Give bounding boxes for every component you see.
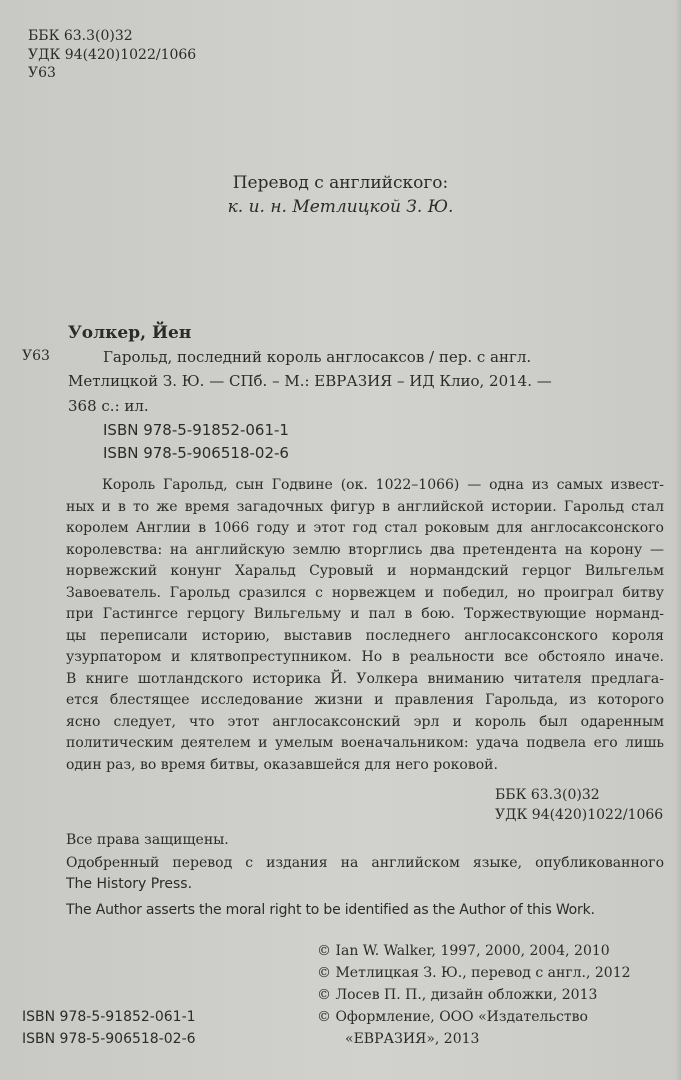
annotation-line: ется блестящее исследование жизни и правления Гарольда, из которого bbox=[66, 692, 664, 708]
isbn-bottom-1: ISBN 978-5-91852-061-1 bbox=[22, 1009, 196, 1025]
annotation-line: узурпатором и клятвопреступником. Но в реальности все обстояло иначе. bbox=[66, 649, 664, 665]
copyright-line: © Метлицкая З. Ю., перевод с англ., 2012 bbox=[317, 965, 631, 981]
author-heading: Уолкер, Йен bbox=[68, 323, 192, 343]
udk-code: УДК 94(420)1022/1066 bbox=[28, 47, 197, 63]
annotation-line: при Гастингсе герцогу Вильгельму и пал в бою. Торжествующие норманд- bbox=[66, 606, 664, 622]
bbk-code-repeat: ББК 63.3(0)32 bbox=[495, 787, 600, 803]
catalog-publisher-line: Метлицкой З. Ю. — СПб. – М.: ЕВРАЗИЯ – ИД Клио, 2014. — bbox=[68, 372, 552, 390]
copyright-line: © Ian W. Walker, 1997, 2000, 2004, 2010 bbox=[317, 943, 610, 959]
copyright-line: © Лосев П. П., дизайн обложки, 2013 bbox=[317, 987, 598, 1003]
cutter-code: У63 bbox=[22, 348, 50, 364]
rights-reserved: Все права защищены. bbox=[66, 832, 229, 848]
annotation-line: Король Гарольд, сын Годвине (ок. 1022–1066) — одна из самых извест- bbox=[102, 477, 664, 493]
annotation-line: ных и в то же время загадочных фигур в английской истории. Гарольд стал bbox=[66, 499, 664, 515]
bbk-code: ББК 63.3(0)32 bbox=[28, 28, 133, 44]
cutter-code-top: У63 bbox=[28, 65, 56, 81]
annotation-line: В книге шотландского историка Й. Уолкера вниманию читателя предлага- bbox=[66, 671, 664, 687]
annotation-line: королем Англии в 1066 году и этот год стал роковым для англосаксонского bbox=[66, 520, 664, 536]
translation-label: Перевод с английского: bbox=[232, 173, 449, 193]
catalog-isbn-1: ISBN 978-5-91852-061-1 bbox=[103, 421, 289, 439]
annotation-line: королевства: на английскую землю вторглись два претендента на корону — bbox=[66, 542, 664, 558]
translator-name: к. и. н. Метлицкой З. Ю. bbox=[227, 197, 454, 217]
catalog-title-line: Гарольд, последний король англосаксов / пер. с англ. bbox=[103, 348, 532, 366]
copyright-line: © Оформление, ООО «Издательство bbox=[317, 1009, 588, 1025]
annotation-line: цы переписали историю, выставив последнего англосаксонского короля bbox=[66, 628, 664, 644]
approved-translation-line2: The History Press. bbox=[66, 876, 193, 892]
annotation-line: Завоеватель. Гарольд сразился с норвежцем и победил, но проиграл битву bbox=[66, 585, 664, 601]
isbn-bottom-2: ISBN 978-5-906518-02-6 bbox=[22, 1031, 196, 1047]
udk-code-repeat: УДК 94(420)1022/1066 bbox=[495, 807, 664, 823]
annotation-line: один раз, во время битвы, оказавшейся для него роковой. bbox=[66, 757, 498, 773]
catalog-isbn-2: ISBN 978-5-906518-02-6 bbox=[103, 444, 289, 462]
copyright-line: «ЕВРАЗИЯ», 2013 bbox=[345, 1031, 480, 1047]
approved-translation-line1: Одобренный перевод с издания на английском языке, опубликованного bbox=[66, 855, 664, 871]
annotation-line: норвежский конунг Харальд Суровый и нормандский герцог Вильгельм bbox=[66, 563, 664, 579]
catalog-pages-line: 368 с.: ил. bbox=[68, 397, 149, 415]
moral-rights-statement: The Author asserts the moral right to be identified as the Author of this Work. bbox=[66, 902, 595, 918]
page-edge-shadow bbox=[675, 0, 681, 1080]
annotation-line: ясно следует, что этот англосаксонский эрл и король был одаренным bbox=[66, 714, 664, 730]
annotation-line: политическим деятелем и умелым военачальником: удача подвела его лишь bbox=[66, 735, 664, 751]
